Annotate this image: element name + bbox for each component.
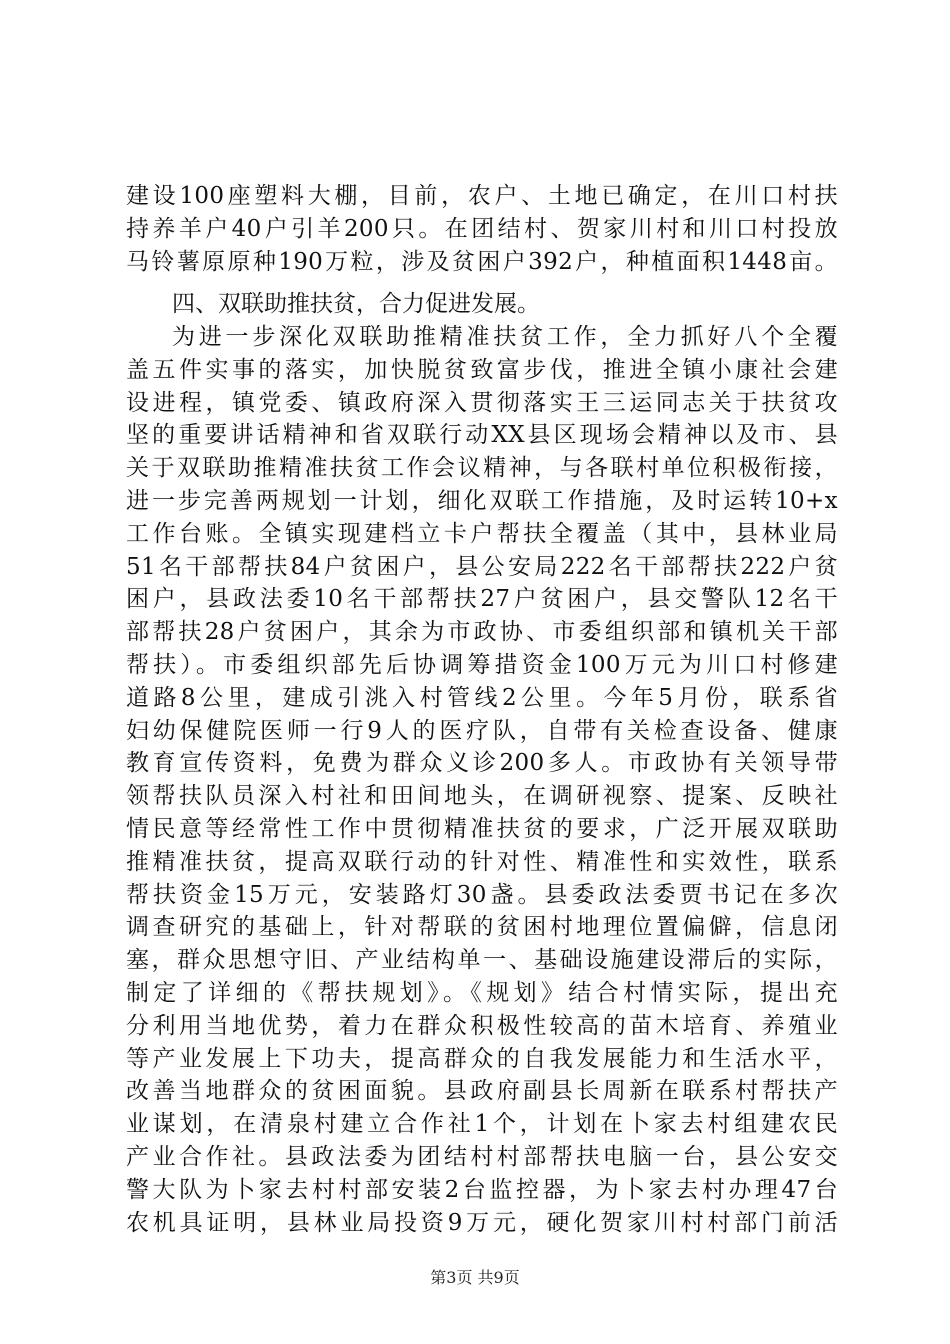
body-line-20: 塞，群众思想守旧、产业结构单一、基础设施建设滞后的实际，: [126, 947, 838, 974]
intro-line-2: 持养羊户40户引羊200只。在团结村、贺家川村和川口村投放: [126, 215, 838, 242]
body-line-6: 进一步完善两规划一计划，细化双联工作措施，及时运转10+x: [126, 487, 838, 514]
body-line-15: 领帮扶队员深入村社和田间地头，在调研视察、提案、反映社: [126, 783, 838, 810]
body-line-28: 农机具证明，县林业局投资9万元，硬化贺家川村村部门前活: [126, 1209, 838, 1236]
body-line-23: 等产业发展上下功夫，提高群众的自我发展能力和生活水平，: [126, 1045, 838, 1072]
body-line-4: 坚的重要讲话精神和省双联行动XX县区现场会精神以及市、县: [126, 422, 838, 449]
body-line-2: 盖五件实事的落实，加快脱贫致富步伐，推进全镇小康社会建: [126, 356, 838, 383]
page-footer: 第3页 共9页: [430, 1268, 520, 1287]
section-heading: [126, 288, 540, 321]
body-line-13: 妇幼保健院医师一行9人的医疗队，自带有关检查设备、健康: [126, 717, 838, 744]
body-line-10: 部帮扶28户贫困户，其余为市政协、市委组织部和镇机关干部: [126, 619, 838, 646]
section-heading-text: 四、双联助推扶贫，合力促进发展。: [172, 291, 540, 317]
body-line-12: 道路8公里，建成引洮入村管线2公里。今年5月份，联系省: [126, 684, 838, 711]
body-line-7: 工作台账。全镇实现建档立卡户帮扶全覆盖（其中，县林业局: [126, 520, 838, 547]
body-line-21: 制定了详细的《帮扶规划》。《规划》结合村情实际，提出充: [126, 979, 838, 1006]
body-line-27: 警大队为卜家去村村部安装2台监控器，为卜家去村办理47台: [126, 1176, 838, 1203]
intro-paragraph: [126, 180, 838, 278]
body-paragraph: [126, 321, 838, 1239]
body-line-22: 分利用当地优势，着力在群众积极性较高的苗木培育、养殖业: [126, 1012, 838, 1039]
body-line-19: 调查研究的基础上，针对帮联的贫困村地理位置偏僻，信息闭: [126, 914, 838, 941]
intro-line-3: 马铃薯原原种190万粒，涉及贫困户392户，种植面积1448亩。: [126, 248, 838, 275]
body-line-8: 51名干部帮扶84户贫困户，县公安局222名干部帮扶222户贫: [126, 553, 838, 580]
body-line-14: 教育宣传资料，免费为群众义诊200多人。市政协有关领导带: [126, 750, 838, 777]
body-line-25: 业谋划，在清泉村建立合作社1个，计划在卜家去村组建农民: [126, 1111, 838, 1138]
body-line-5: 关于双联助推精准扶贫工作会议精神，与各联村单位积极衔接，: [126, 455, 838, 482]
body-line-3: 设进程，镇党委、镇政府深入贯彻落实王三运同志关于扶贫攻: [126, 389, 838, 416]
body-line-17: 推精准扶贫，提高双联行动的针对性、精准性和实效性，联系: [126, 848, 838, 875]
body-line-18: 帮扶资金15万元，安装路灯30盏。县委政法委贾书记在多次: [126, 881, 838, 908]
body-line-24: 改善当地群众的贫困面貌。县政府副县长周新在联系村帮扶产: [126, 1078, 838, 1105]
body-line-1: 为进一步深化双联助推精准扶贫工作，全力抓好八个全覆: [172, 324, 838, 350]
body-line-16: 情民意等经常性工作中贯彻精准扶贫的要求，广泛开展双联助: [126, 815, 838, 842]
body-line-11: 帮扶）。市委组织部先后协调筹措资金100万元为川口村修建: [126, 651, 838, 678]
body-line-9: 困户，县政法委10名干部帮扶27户贫困户，县交警队12名干: [126, 586, 838, 613]
intro-line-1: 建设100座塑料大棚，目前，农户、土地已确定，在川口村扶: [126, 183, 838, 209]
body-line-26: 产业合作社。县政法委为团结村村部帮扶电脑一台，县公安交: [126, 1143, 838, 1170]
